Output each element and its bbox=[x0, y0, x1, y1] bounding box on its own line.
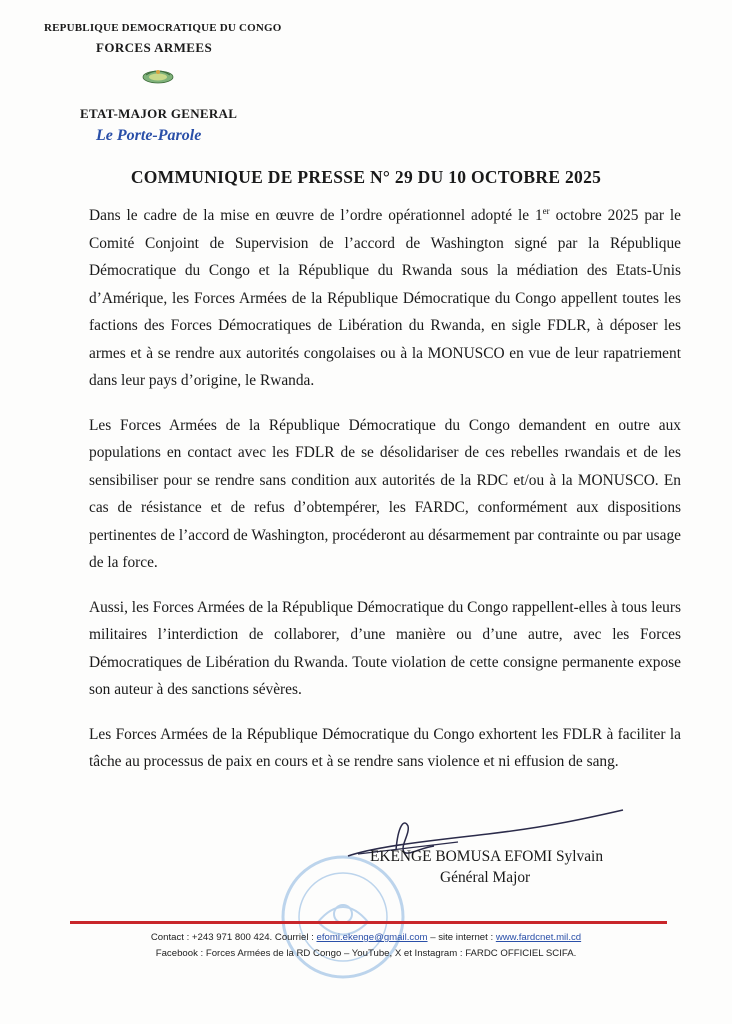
paragraph-3: Aussi, les Forces Armées de la République Démocratique du Congo rappellent-elles à tous leurs militaires l’interdiction de collaborer, d’une manière ou d’une autre, avec les Forces Démocratiques de Libération du Rwanda. Toute violation de cette consigne permanente expose son auteur à des sanctions sévères. bbox=[89, 598, 681, 698]
footer-contact-label: Contact : +243 971 800 424. Courriel : bbox=[150, 932, 317, 943]
paragraph-2: Les Forces Armées de la République Démocratique du Congo demandent en outre aux populations en contact avec les FDLR de se désolidariser de ces rebelles rwandais et de les sensibiliser pour se rendre sans condition aux autorités de la RDC et/ou à la MONUSCO. En cas de résistance et de refus d’obtempérer, les FARDC, conformément aux dispositions pertinentes de l’accord de Washington, procéderont au désarmement par contrainte ou par usage de la force. bbox=[89, 416, 681, 571]
paragraph-1 bbox=[89, 202, 681, 395]
footer-divider bbox=[70, 921, 667, 924]
header-republic: REPUBLIQUE DEMOCRATIQUE DU CONGO bbox=[44, 22, 282, 34]
header-porte-parole: Le Porte-Parole bbox=[96, 127, 202, 144]
footer-website-link[interactable]: www.fardcnet.mil.cd bbox=[495, 932, 582, 943]
paragraph-4: Les Forces Armées de la République Démocratique du Congo exhortent les FDLR à faciliter la tâche au processus de paix en cours et à se rendre sans violence et ni effusion de sang. bbox=[89, 725, 681, 770]
paragraph-1-part-b: octobre 2025 par le Comité Conjoint de Supervision de l’accord de Washington signé par la République Démocratique du Congo et la République du Rwanda sous la médiation des Etats-Unis d’Amérique, les Forces Armées de la République Démocratique du Congo appellent toutes les factions des Forces Démocratiques de Libération du Rwanda, en sigle FDLR, à déposer les armes et à se rendre aux autorités congolaises ou à la MONUSCO en vue de leur rapatriement dans leur pays d’origine, le Rwanda. bbox=[89, 207, 681, 389]
page-title: COMMUNIQUE DE PRESSE N° 29 DU 10 OCTOBRE 2025 bbox=[130, 167, 602, 187]
footer-site-label: – site internet : bbox=[427, 932, 496, 943]
footer-social: Facebook : Forces Armées de la RD Congo – YouTube, X et Instagram : FARDC OFFICIEL SCIFA. bbox=[155, 948, 577, 959]
ordinal-superscript: er bbox=[542, 205, 550, 216]
paragraph-1-part-a: Dans le cadre de la mise en œuvre de l’ordre opérationnel adopté le 1 bbox=[89, 207, 543, 224]
footer-email-link[interactable]: efomi.ekenge@gmail.com bbox=[316, 932, 428, 943]
official-stamp-icon bbox=[278, 852, 408, 982]
header-forces: FORCES ARMEES bbox=[96, 40, 213, 55]
signatory-rank: Général Major bbox=[440, 869, 531, 886]
emblem-icon bbox=[140, 66, 176, 86]
signatory-name: EKENGE BOMUSA EFOMI Sylvain bbox=[370, 848, 604, 865]
header-etat-major: ETAT-MAJOR GENERAL bbox=[80, 106, 238, 121]
communique-body bbox=[89, 202, 681, 793]
footer-contact bbox=[0, 932, 732, 943]
